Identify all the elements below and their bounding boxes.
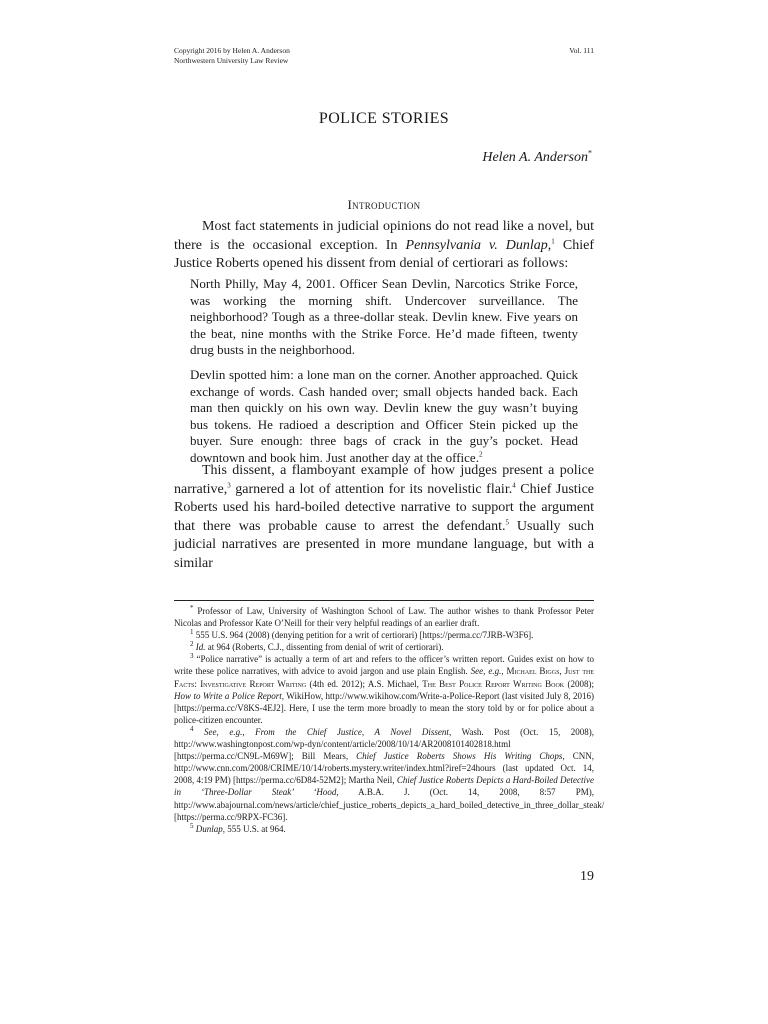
footnote-ref-1: 1 [551,236,555,245]
footnote-star: * Professor of Law, University of Washington School of Law. The author wishes to thank Professor Peter Nicolas and Professor Kate O’Neill for their very helpful readings of an earlier draft. [174,604,594,629]
footnote-3: $^3$ “Police narrative” is actually a term of art and refers to the officer’s written report. Guides exist on how to write these police narratives, with advice to avoid jargon and use plain English. See, e.g., Michael Biggs, Just the Facts: Investigative Report Writing (4th ed. 2012); A.S. Michael, The Best Police Report Writing Book (2008); How to Write a Police Report, WikiHow, http://www.wikihow.com/Write-a-Police-Report (last visited July 8, 2016) [https://perma.cc/V8KS-4EJ2]. Here, I use the term more broadly to mean the story told by or for police about a police-citizen encounter. [174,652,595,725]
block-quote-paragraph-1: North Philly, May 4, 2001. Officer Sean Devlin, Narcotics Strike Force, was working the morning shift. Undercover surveillance. The neighborhood? Tough as a three-dollar steak. Devlin knew. Five years on the beat, nine months with the Strike Force. He’d made fifteen, twenty drug busts in the neighborhood. [190,276,578,358]
running-header-left [174,46,290,66]
body-paragraph-2: This dissent, a flamboyant example of how judges present a police narrative,$^3$ garnered a lot of attention for its novelistic flair.$^4$ Chief Justice Roberts used his hard-boiled detective narrative to support the argument that there was probable cause to arrest the defendant.$^5$ Usually such judicial narratives are presented in more mundane language, but with a similar [174,463,594,571]
block-quote [190,276,578,475]
footnote-5: $^5$ Dunlap, 555 U.S. at 964. [190,821,286,834]
case-name: Pennsylvania v. Dunlap [405,237,548,253]
footnote-1: $^1$ 555 U.S. 964 (2008) (denying petition for a writ of certiorari) [https://perma.cc/7JRB-W3F6]. [190,628,534,641]
footnote-4: $^4$ See, e.g., From the Chief Justice, A Novel Dissent, Wash. Post (Oct. 15, 2008), http://www.washingtonpost.com/wp-dyn/content/article/2008/10/14/AR2008101402818.html [https://perma.cc/CN9L-M69W]; Bill Mears, Chief Justice Roberts Shows His Writing Chops, CNN, http://www.cnn.com/2008/CRIME/10/14/roberts.mystery.writer/index.html?iref=24hours (last updated Oct. 14, 2008, 4:19 PM) [https://perma.cc/6D84-52M2]; Martha Neil, Chief Justice Roberts Depicts a Hard-Boiled Detective in ‘Three-Dollar Steak’ ‘Hood, A.B.A. J. (Oct. 14, 2008, 8:57 PM), http://www.abajournal.com/news/article/chief_justice_roberts_depicts_a_hard_boiled_detective_in_three_dollar_steak/ [https://perma.cc/9RPX-FC36]. [174,724,605,822]
section-heading: Introduction [347,197,421,212]
block-quote-paragraph-2: Devlin spotted him: a lone man on the corner. Another approached. Quick exchange of words. Cash handed over; small objects handed back. Each man then quickly on his own way. Devlin knew the guy wasn’t buying bus tokens. He radioed a description and Officer Stein picked up the buyer. Sure enough: three bags of crack in the guy’s pocket. Head downtown and book him. Just another day at the office.$^2$ [190,366,578,465]
footnote-ref-5: 5 [505,517,510,526]
volume-label: Vol. 111 [569,46,594,55]
page-number: 19 [580,869,594,884]
author-byline [482,150,592,166]
footnote-ref-4: 4 [512,480,516,489]
author-name: Helen A. Anderson [482,150,588,165]
footnote-ref-2: 2 [478,450,483,459]
footnote-ref-3: 3 [227,480,231,489]
footnote-rule [174,600,594,601]
footnotes [174,604,605,835]
copyright-line: Copyright 2016 by Helen A. Anderson [174,46,290,55]
footnote-2: $^2$ Id. at 964 (Roberts, C.J., dissenting from denial of writ of certiorari). [190,640,444,653]
intro-paragraph: Most fact statements in judicial opinions do not read like a novel, but there is the occasional exception. In Pennsylvania v. Dunlap,$^1$ Chief Justice Roberts opened his dissent from denial of certiorari as follows: [174,219,594,271]
article-title: POLICE STORIES [318,110,450,127]
journal-name: Northwestern University Law Review [174,56,289,65]
author-footnote-mark: * [588,148,592,158]
